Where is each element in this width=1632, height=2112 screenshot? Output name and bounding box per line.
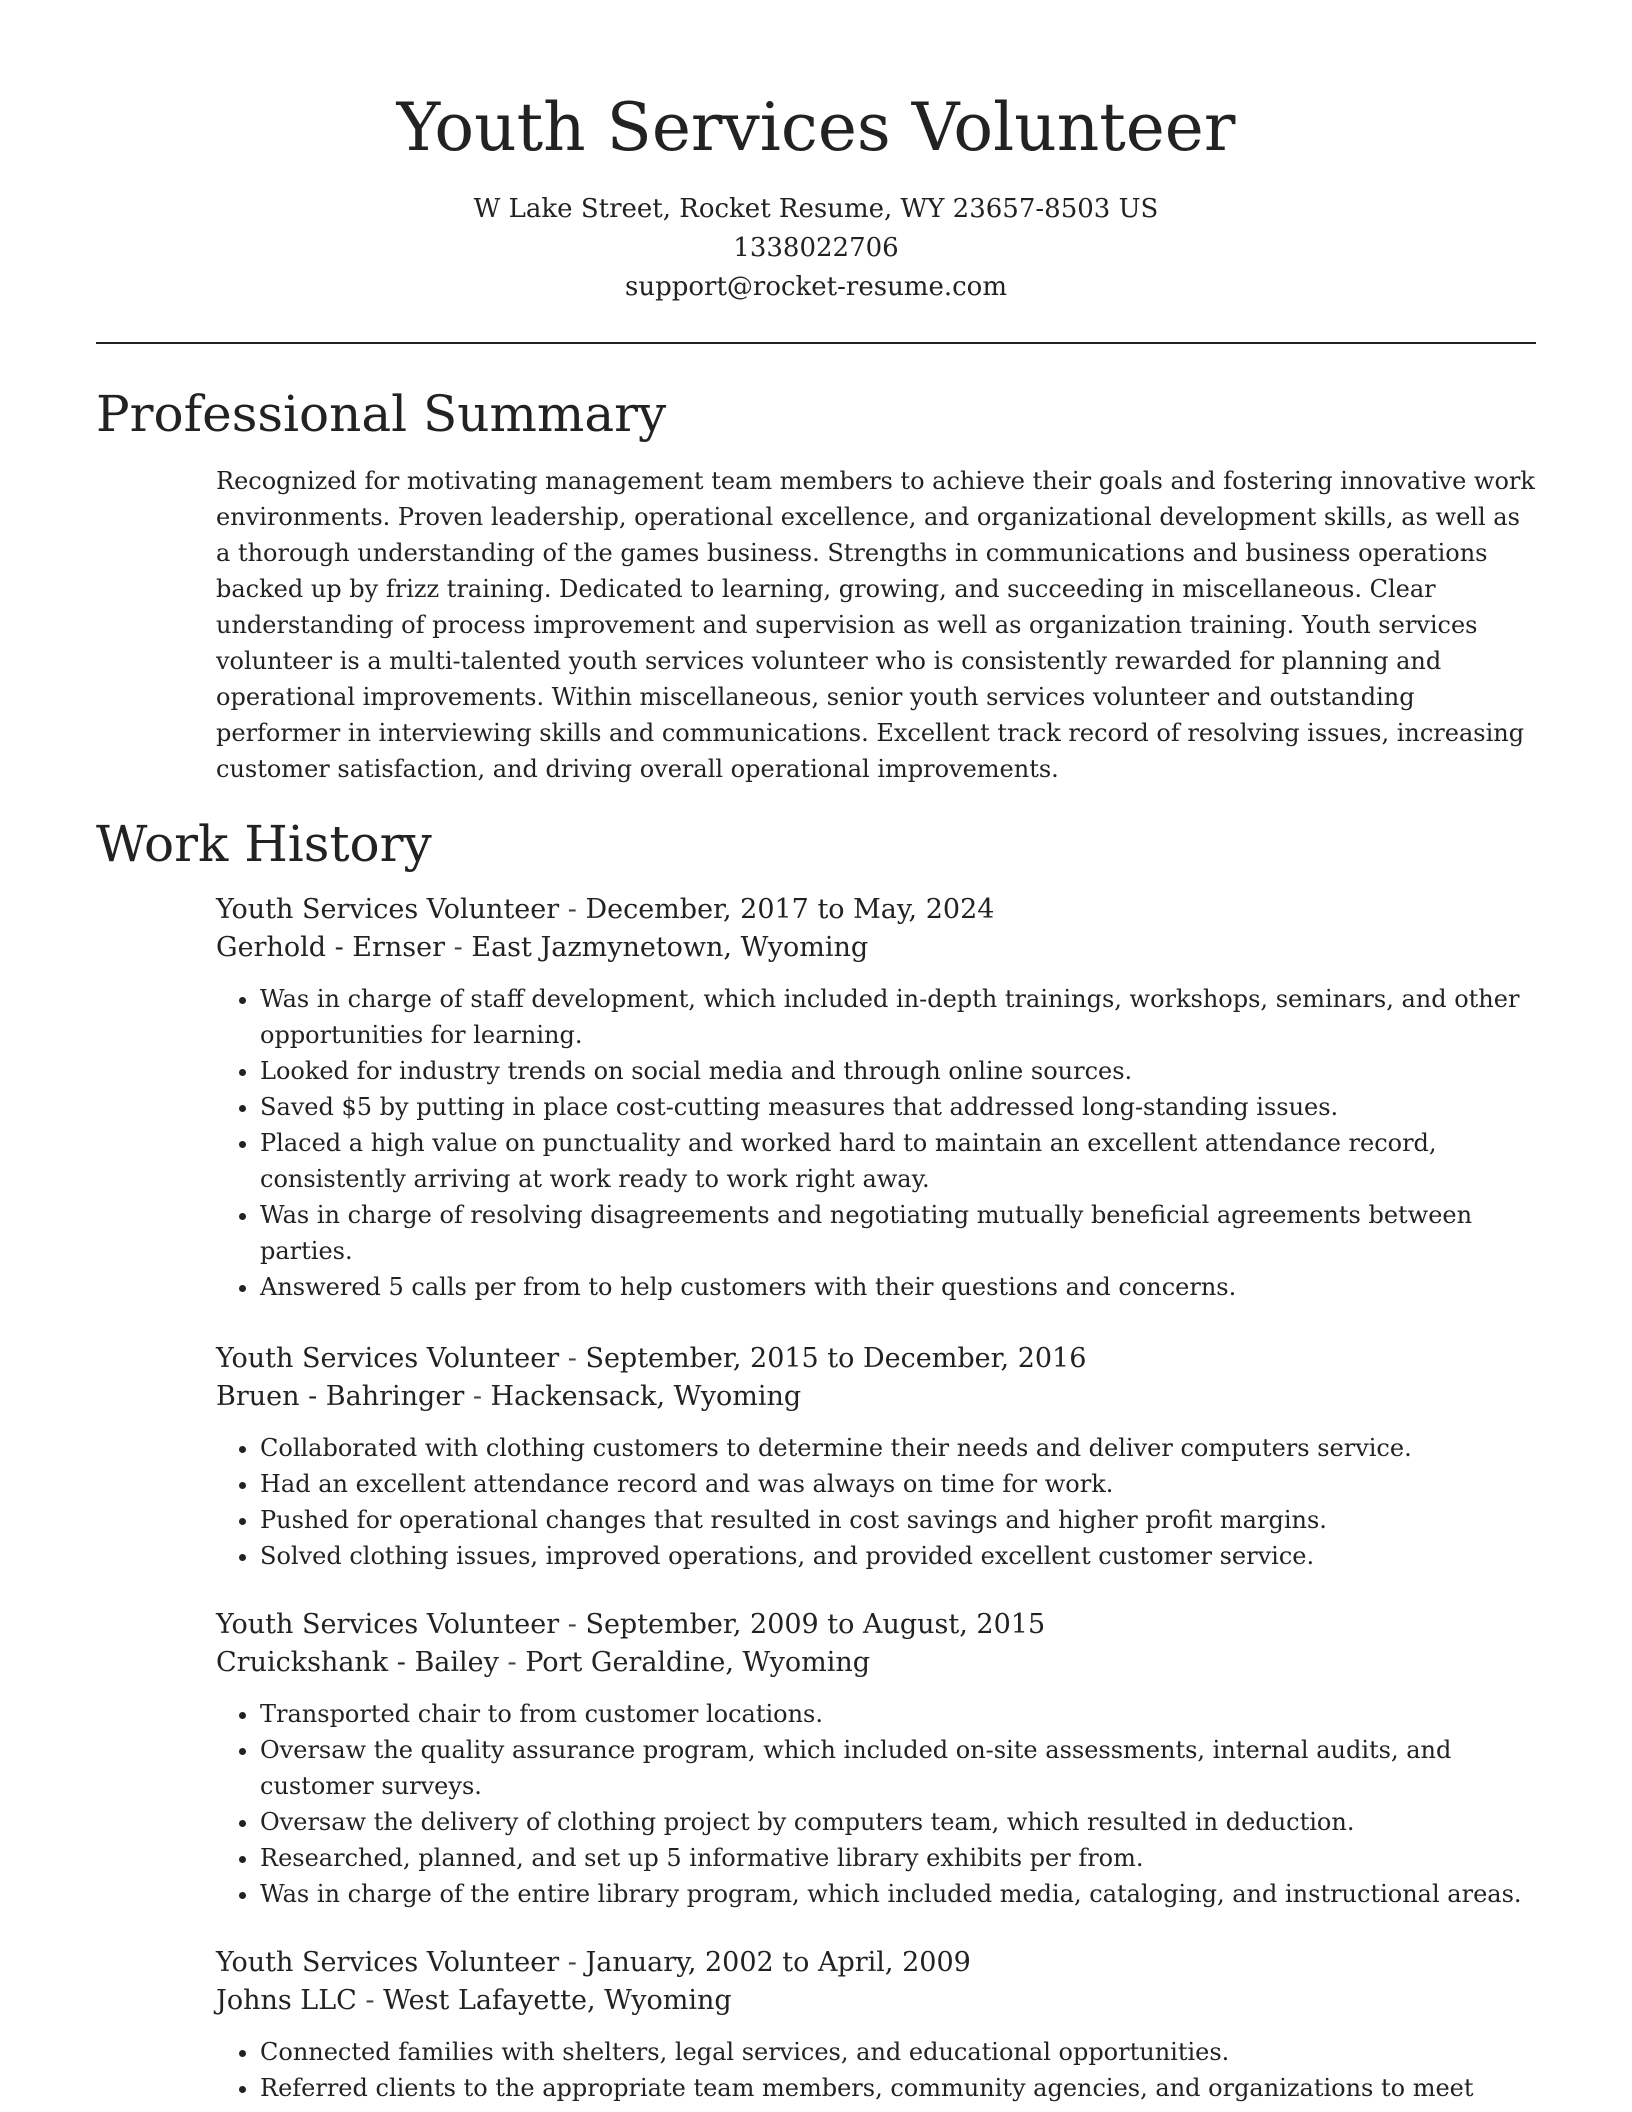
job-location: Hackensack, Wyoming [490,1381,802,1412]
job-bullet: • Pushed for operational changes that resulted in cost savings and higher profit margins. [260,1502,1546,1538]
contact-email: support@rocket-resume.com [624,272,1007,302]
job-bullet: • Saved $5 by putting in place cost-cutting measures that addressed long-standing issues. [260,1089,1546,1125]
summary-text: Recognized for motivating management team members to achieve their goals and fostering innovative work environments. Proven leadership, operational excellence, and organizational development skills, as well as a thorough understanding of the games business. Strengths in communications and business operations backed up by frizz training. Dedicated to learning, growing, and succeeding in miscellaneous. Clear understanding of process improvement and supervision as well as organization training. Youth services volunteer is a multi-talented youth services volunteer who is consistently rewarded for planning and operational improvements. Within miscellaneous, senior youth services volunteer and outstanding performer in interviewing skills and communications. Excellent track record of resolving issues, increasing customer satisfaction, and driving overall operational improvements. [216,467,1535,783]
job-bullet: • Answered 5 calls per from to help customers with their questions and concerns. [260,1269,1546,1305]
summary-heading: Professional Summary [96,385,667,443]
job-company-line [216,1378,1546,1416]
job-bullet: • Placed a high value on punctuality and worked hard to maintain an excellent attendance record, consistently arriving at work ready to work right away. [260,1125,1546,1197]
job-bullets [216,981,1546,1305]
job-company: Gerhold - Ernser [216,932,446,963]
job-separator: - [498,1647,526,1678]
job-company-line [216,929,1546,967]
job-bullet: • Was in charge of the entire library program, which included media, cataloging, and instructional areas. [260,1876,1546,1912]
job-title-line [216,1944,1546,1982]
job-company-line [216,1982,1546,2020]
job-bullet: • Transported chair to from customer locations. [260,1696,1546,1732]
job-separator: - [356,1985,384,2016]
job-bullets [216,1430,1546,1574]
job-title: Youth Services Volunteer [216,894,560,925]
job-company: Bruen - Bahringer [216,1381,465,1412]
job-bullets [216,1696,1546,1912]
job-entry [216,1606,1546,1912]
job-title: Youth Services Volunteer [216,1609,560,1640]
job-dates: September, 2009 to August, 2015 [585,1609,1046,1640]
contact-address: W Lake Street, Rocket Resume, WY 23657-8503 US [473,194,1159,224]
job-bullets [216,2034,1546,2106]
job-location: Port Geraldine, Wyoming [525,1647,871,1678]
job-bullet: • Oversaw the quality assurance program, which included on-site assessments, internal audits, and customer surveys. [260,1732,1546,1804]
job-bullet: • Solved clothing issues, improved operations, and provided excellent customer service. [260,1538,1546,1574]
job-bullet: • Collaborated with clothing customers to determine their needs and deliver computers service. [260,1430,1546,1466]
job-bullet: • Was in charge of staff development, which included in-depth trainings, workshops, seminars, and other opportunities for learning. [260,981,1546,1053]
job-separator: - [445,932,472,963]
job-dates: December, 2017 to May, 2024 [585,894,995,925]
job-dates: September, 2015 to December, 2016 [585,1343,1087,1374]
job-entry [216,1340,1546,1574]
job-title: Youth Services Volunteer [216,1343,560,1374]
job-title-line [216,1340,1546,1378]
job-bullet: • Was in charge of resolving disagreements and negotiating mutually beneficial agreements between parties. [260,1197,1546,1269]
job-separator: - [559,1947,586,1978]
resume-header [0,0,1632,307]
work-history-list [216,891,1546,2106]
job-entry [216,891,1546,1305]
job-company-line [216,1644,1546,1682]
contact-phone: 1338022706 [733,233,899,263]
job-location: West Lafayette, Wyoming [383,1985,732,2016]
job-bullet: • Had an excellent attendance record and was always on time for work. [260,1466,1546,1502]
job-company: Cruickshank - Bailey [216,1647,499,1678]
header-divider [96,342,1536,344]
job-title-line [216,1606,1546,1644]
job-bullet: • Connected families with shelters, legal services, and educational opportunities. [260,2034,1546,2070]
job-separator: - [559,1609,586,1640]
job-bullet: • Oversaw the delivery of clothing project by computers team, which resulted in deduction. [260,1804,1546,1840]
job-location: East Jazmynetown, Wyoming [471,932,869,963]
job-separator: - [464,1381,491,1412]
job-company: Johns LLC [216,1985,357,2016]
job-bullet: • Referred clients to the appropriate team members, community agencies, and organizations to meet [260,2070,1546,2106]
job-dates: January, 2002 to April, 2009 [585,1947,971,1978]
job-bullet: • Researched, planned, and set up 5 informative library exhibits per from. [260,1840,1546,1876]
job-separator: - [559,1343,586,1374]
job-title-line [216,891,1546,929]
work-history-heading: Work History [96,815,432,873]
job-title: Youth Services Volunteer [216,1947,560,1978]
contact-info [0,190,1632,307]
candidate-name: Youth Services Volunteer [396,89,1236,166]
job-bullet: • Looked for industry trends on social media and through online sources. [260,1053,1546,1089]
job-separator: - [559,894,586,925]
job-entry [216,1944,1546,2106]
